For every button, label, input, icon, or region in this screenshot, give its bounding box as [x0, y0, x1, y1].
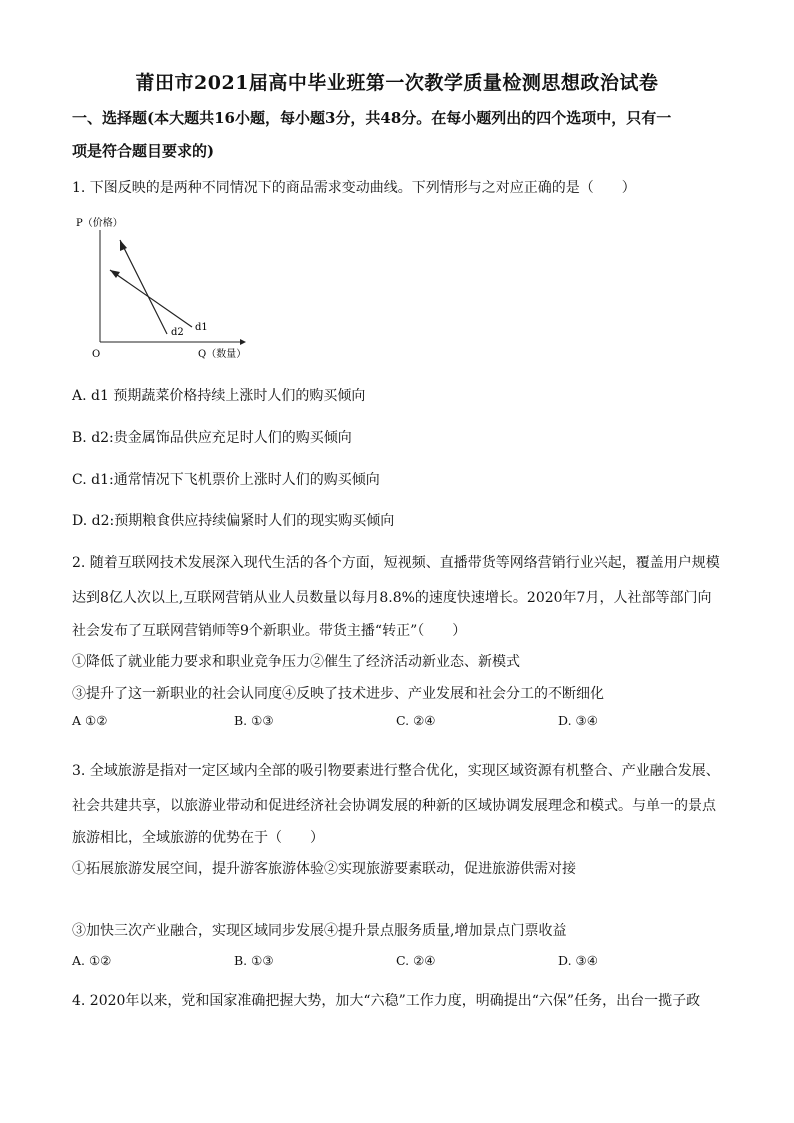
demand-curve-graph	[70, 212, 260, 364]
q2-line3: 社会发布了互联网营销师等9个新职业。带货主播“转正”（ ）	[72, 623, 467, 639]
q1-stem: 1. 下图反映的是两种不同情况下的商品需求变动曲线。下列情形与之对应正确的是（ ）	[72, 180, 636, 196]
page-title: 莆田市2021届高中毕业班第一次教学质量检测思想政治试卷	[135, 72, 659, 94]
q2-statement-1: ①降低了就业能力要求和职业竞争压力②催生了经济活动新业态、新模式	[72, 654, 520, 670]
curve-d2	[120, 240, 167, 334]
q3-choice-d: D. ③④	[558, 953, 598, 968]
curve-d1-arrow	[110, 270, 120, 278]
curve-d1	[110, 270, 192, 327]
q3-choice-c: C. ②④	[396, 953, 436, 968]
q3-line1: 3. 全域旅游是指对一定区域内全部的吸引物要素进行整合优化，实现区域资源有机整合、产业融合发展、	[72, 763, 720, 779]
x-axis-arrow	[240, 339, 246, 345]
q3-line2: 社会共建共享，以旅游业带动和促进经济社会协调发展的种新的区域协调发展理念和模式。与单一的景点	[72, 798, 716, 814]
q3-choice-b: B. ①③	[234, 953, 274, 968]
q2-choice-b: B. ①③	[234, 713, 274, 728]
q3-statement-1: ①拓展旅游发展空间，提升游客旅游体验②实现旅游要素联动，促进旅游供需对接	[72, 861, 576, 877]
q1-option-d: D. d2:预期粮食供应持续偏紧时人们的现实购买倾向	[72, 513, 395, 529]
origin-label: O	[92, 349, 101, 360]
q2-choice-a: A ①②	[72, 713, 108, 728]
q2-line2: 达到8亿人次以上,互联网营销从业人员数量以每月8.8%的速度快速增长。2020年7月，人社部等部门向	[72, 590, 712, 606]
q1-option-a: A. d1 预期蔬菜价格持续上涨时人们的购买倾向	[72, 388, 366, 404]
section-instruction-line2: 项是符合题目要求的)	[72, 142, 215, 160]
q3-statement-2: ③加快三次产业融合，实现区域同步发展④提升景点服务质量,增加景点门票收益	[72, 923, 567, 939]
y-axis-label: P（价格）	[76, 218, 123, 229]
curve-d2-label: d2	[171, 327, 184, 338]
q1-option-c: C. d1:通常情况下飞机票价上涨时人们的购买倾向	[72, 472, 380, 488]
q1-option-b: B. d2:贵金属饰品供应充足时人们的购买倾向	[72, 430, 352, 446]
q3-choice-a: A. ①②	[72, 953, 112, 968]
x-axis-label: Q（数量）	[198, 349, 247, 360]
q2-statement-2: ③提升了这一新职业的社会认同度④反映了技术进步、产业发展和社会分工的不断细化	[72, 686, 604, 702]
q3-line3: 旅游相比，全域旅游的优势在于（ ）	[72, 830, 324, 846]
q4-line1: 4. 2020年以来，党和国家准确把握大势，加大“六稳”工作力度，明确提出“六保”任务，出台一揽子政	[72, 993, 701, 1009]
q2-line1: 2. 随着互联网技术发展深入现代生活的各个方面，短视频、直播带货等网络营销行业兴起，覆盖用户规模	[72, 555, 720, 571]
curve-d2-arrow	[120, 240, 127, 251]
q2-choice-c: C. ②④	[396, 713, 436, 728]
curve-d1-label: d1	[195, 322, 208, 333]
section-instruction-line1: 一、选择题(本大题共16小题，每小题3分，共48分。在每小题列出的四个选项中，只有一	[72, 109, 672, 127]
q2-choice-d: D. ③④	[558, 713, 598, 728]
